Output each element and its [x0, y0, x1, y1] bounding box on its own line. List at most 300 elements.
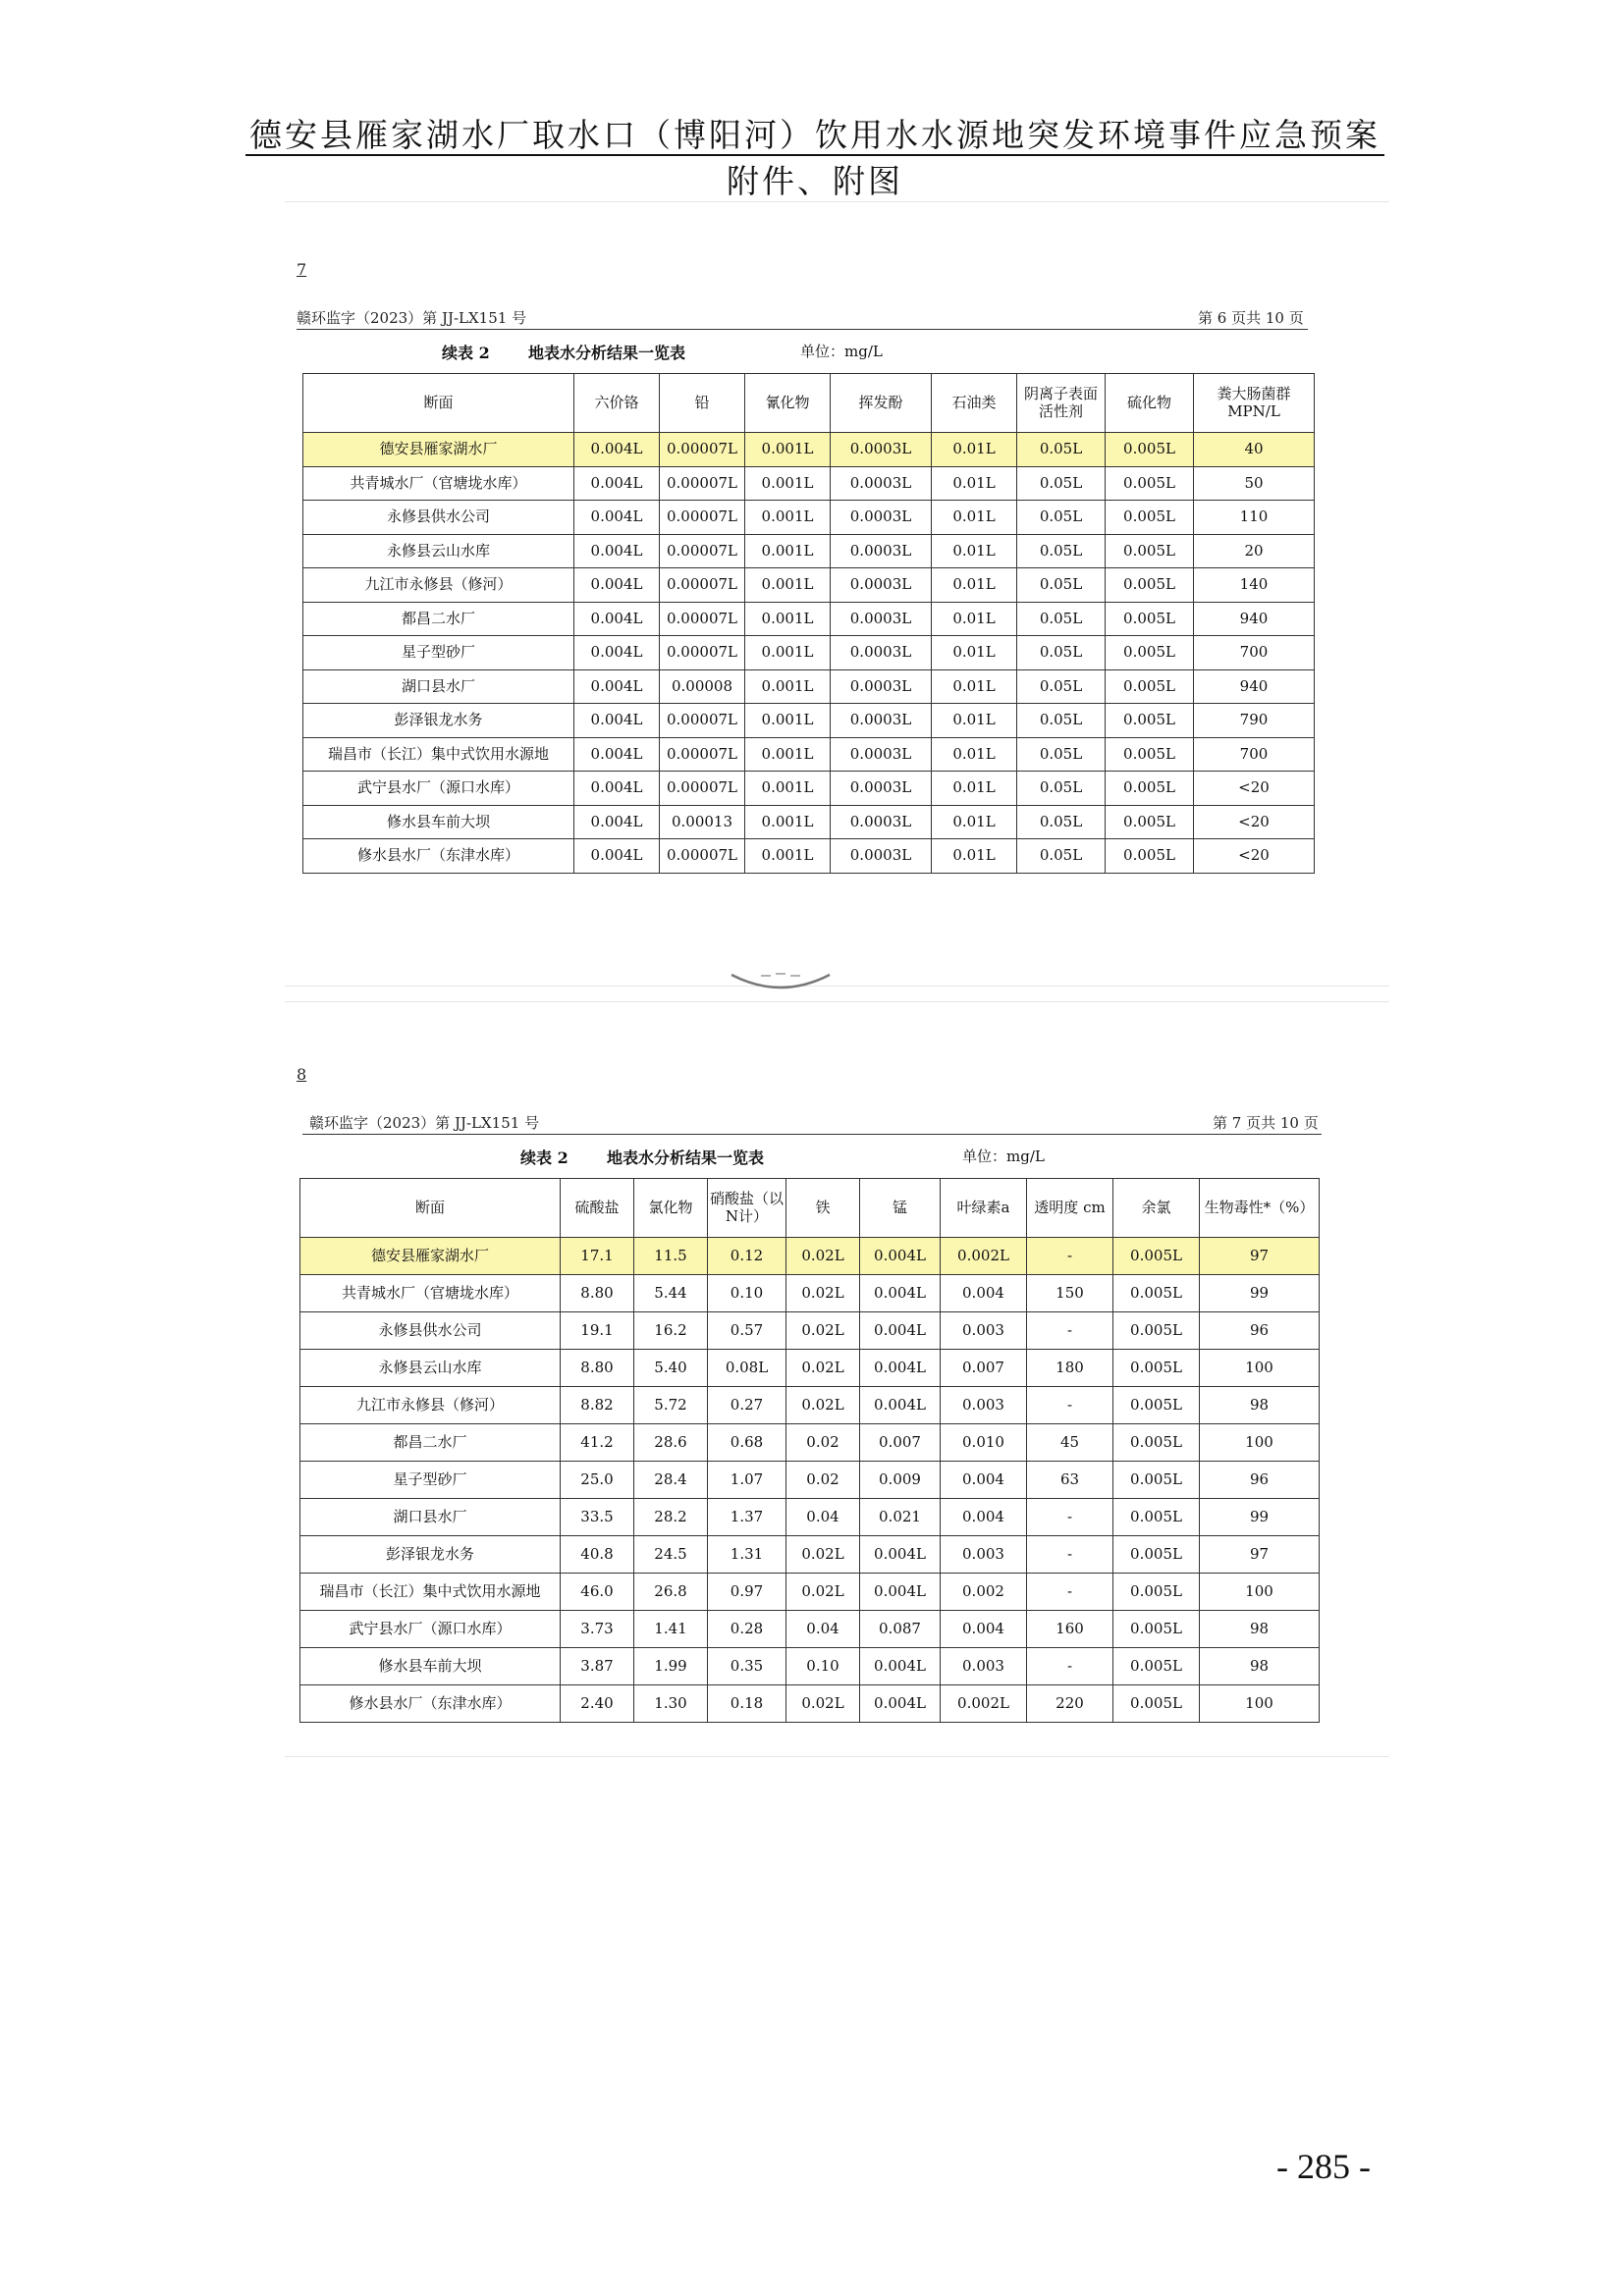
station-name-cell: 共青城水厂（官塘垅水库）: [300, 1275, 561, 1312]
value-cell: 940: [1194, 669, 1315, 704]
value-cell: 0.004L: [860, 1387, 941, 1424]
table-row: [303, 602, 1315, 636]
value-cell: 5.44: [634, 1275, 708, 1312]
column-header: 六价铬: [574, 374, 660, 433]
station-name-cell: 彭泽银龙水务: [300, 1536, 561, 1574]
value-cell: 0.005L: [1106, 501, 1194, 535]
value-cell: 0.004: [941, 1611, 1027, 1648]
value-cell: <20: [1194, 805, 1315, 839]
value-cell: 0.05L: [1017, 839, 1106, 874]
value-cell: 0.00007L: [660, 839, 745, 874]
table-row: [303, 636, 1315, 670]
value-cell: 0.001L: [745, 704, 831, 738]
value-cell: 0.010: [941, 1424, 1027, 1462]
value-cell: 220: [1027, 1685, 1113, 1723]
value-cell: 0.005L: [1113, 1499, 1200, 1536]
value-cell: 99: [1200, 1499, 1320, 1536]
value-cell: 33.5: [561, 1499, 634, 1536]
station-name-cell: 德安县雁家湖水厂: [300, 1238, 561, 1275]
table-row: [303, 772, 1315, 806]
station-name-cell: 都昌二水厂: [300, 1424, 561, 1462]
value-cell: 0.12: [708, 1238, 786, 1275]
report-rule: [297, 329, 1308, 330]
value-cell: 0.004L: [860, 1536, 941, 1574]
value-cell: 0.0003L: [831, 636, 932, 670]
table-unit: 单位：mg/L: [800, 343, 883, 360]
value-cell: 0.05L: [1017, 704, 1106, 738]
value-cell: 0.0003L: [831, 568, 932, 603]
table-header-row: [300, 1179, 1320, 1238]
value-cell: 150: [1027, 1275, 1113, 1312]
value-cell: 0.004: [941, 1462, 1027, 1499]
station-name-cell: 湖口县水厂: [300, 1499, 561, 1536]
value-cell: 0.004L: [574, 534, 660, 568]
value-cell: 100: [1200, 1574, 1320, 1611]
value-cell: 0.005L: [1113, 1424, 1200, 1462]
value-cell: 0.00007L: [660, 772, 745, 806]
value-cell: 0.10: [786, 1648, 860, 1685]
value-cell: 0.28: [708, 1611, 786, 1648]
table-row: [300, 1499, 1320, 1536]
column-header: 铅: [660, 374, 745, 433]
value-cell: 110: [1194, 501, 1315, 535]
value-cell: 0.005L: [1106, 704, 1194, 738]
value-cell: 17.1: [561, 1238, 634, 1275]
value-cell: 0.004L: [860, 1648, 941, 1685]
value-cell: 0.02L: [786, 1387, 860, 1424]
value-cell: 0.0003L: [831, 669, 932, 704]
value-cell: 0.0003L: [831, 501, 932, 535]
value-cell: -: [1027, 1387, 1113, 1424]
value-cell: 0.27: [708, 1387, 786, 1424]
value-cell: 100: [1200, 1424, 1320, 1462]
value-cell: 0.005L: [1113, 1536, 1200, 1574]
value-cell: 50: [1194, 466, 1315, 501]
scanned-page-7: [285, 1001, 1389, 1757]
value-cell: 0.004L: [574, 704, 660, 738]
value-cell: 0.0003L: [831, 704, 932, 738]
value-cell: 20: [1194, 534, 1315, 568]
value-cell: 0.97: [708, 1574, 786, 1611]
value-cell: 0.68: [708, 1424, 786, 1462]
value-cell: 160: [1027, 1611, 1113, 1648]
value-cell: -: [1027, 1648, 1113, 1685]
value-cell: 0.005L: [1113, 1574, 1200, 1611]
value-cell: 0.005L: [1106, 466, 1194, 501]
value-cell: 0.004L: [574, 636, 660, 670]
value-cell: -: [1027, 1536, 1113, 1574]
value-cell: 1.07: [708, 1462, 786, 1499]
value-cell: 0.00007L: [660, 466, 745, 501]
table-row: [303, 704, 1315, 738]
value-cell: 0.00007L: [660, 568, 745, 603]
value-cell: 98: [1200, 1611, 1320, 1648]
value-cell: 0.001L: [745, 636, 831, 670]
value-cell: 1.31: [708, 1536, 786, 1574]
station-name-cell: 永修县云山水库: [303, 534, 574, 568]
value-cell: 0.004L: [860, 1350, 941, 1387]
value-cell: 0.08L: [708, 1350, 786, 1387]
value-cell: 0.003: [941, 1536, 1027, 1574]
value-cell: 0.18: [708, 1685, 786, 1723]
station-name-cell: 武宁县水厂（源口水库）: [303, 772, 574, 806]
column-header: 阴离子表面活性剂: [1017, 374, 1106, 433]
station-name-cell: 星子型砂厂: [300, 1462, 561, 1499]
table-row: [300, 1275, 1320, 1312]
value-cell: 0.05L: [1017, 534, 1106, 568]
value-cell: 0.004L: [860, 1275, 941, 1312]
station-name-cell: 九江市永修县（修河）: [300, 1387, 561, 1424]
value-cell: 0.005L: [1113, 1685, 1200, 1723]
column-header: 石油类: [932, 374, 1017, 433]
value-cell: 0.00007L: [660, 433, 745, 467]
value-cell: 97: [1200, 1238, 1320, 1275]
value-cell: 700: [1194, 737, 1315, 772]
value-cell: 0.0003L: [831, 534, 932, 568]
value-cell: 0.004L: [860, 1685, 941, 1723]
station-name-cell: 修水县水厂（东津水库）: [303, 839, 574, 874]
value-cell: 180: [1027, 1350, 1113, 1387]
value-cell: <20: [1194, 772, 1315, 806]
value-cell: 0.00007L: [660, 737, 745, 772]
table-row: [300, 1462, 1320, 1499]
value-cell: 25.0: [561, 1462, 634, 1499]
table-row: [300, 1312, 1320, 1350]
scan-index: 7: [297, 260, 307, 279]
value-cell: 0.005L: [1113, 1350, 1200, 1387]
header-rule: [245, 154, 1384, 156]
value-cell: 41.2: [561, 1424, 634, 1462]
value-cell: 0.001L: [745, 534, 831, 568]
table-row: [300, 1238, 1320, 1275]
value-cell: 0.02L: [786, 1685, 860, 1723]
column-header: 挥发酚: [831, 374, 932, 433]
value-cell: 140: [1194, 568, 1315, 603]
scan-edge: [285, 201, 1389, 202]
value-cell: 0.002L: [941, 1685, 1027, 1723]
value-cell: 63: [1027, 1462, 1113, 1499]
value-cell: 0.001L: [745, 568, 831, 603]
value-cell: 0.00007L: [660, 636, 745, 670]
value-cell: 0.04: [786, 1611, 860, 1648]
value-cell: 0.004L: [574, 602, 660, 636]
value-cell: 0.001L: [745, 602, 831, 636]
value-cell: 0.04: [786, 1499, 860, 1536]
value-cell: 0.005L: [1113, 1462, 1200, 1499]
value-cell: 98: [1200, 1387, 1320, 1424]
value-cell: 46.0: [561, 1574, 634, 1611]
table-unit: 单位：mg/L: [962, 1148, 1045, 1165]
value-cell: 0.0003L: [831, 839, 932, 874]
value-cell: 0.0003L: [831, 466, 932, 501]
value-cell: 0.0003L: [831, 805, 932, 839]
value-cell: 0.005L: [1106, 602, 1194, 636]
value-cell: 0.005L: [1106, 636, 1194, 670]
table-row: [300, 1648, 1320, 1685]
value-cell: 0.001L: [745, 737, 831, 772]
value-cell: 0.004: [941, 1275, 1027, 1312]
value-cell: 98: [1200, 1648, 1320, 1685]
value-cell: 1.99: [634, 1648, 708, 1685]
column-header: 余氯: [1113, 1179, 1200, 1238]
value-cell: 0.10: [708, 1275, 786, 1312]
value-cell: 1.37: [708, 1499, 786, 1536]
value-cell: 0.001L: [745, 501, 831, 535]
value-cell: 0.004L: [574, 805, 660, 839]
value-cell: 96: [1200, 1312, 1320, 1350]
value-cell: 0.005L: [1106, 534, 1194, 568]
value-cell: 790: [1194, 704, 1315, 738]
column-header: 锰: [860, 1179, 941, 1238]
page-of-label: 第 6 页共 10 页: [1198, 309, 1304, 327]
value-cell: 0.00013: [660, 805, 745, 839]
station-name-cell: 九江市永修县（修河）: [303, 568, 574, 603]
value-cell: 0.01L: [932, 737, 1017, 772]
value-cell: 0.01L: [932, 772, 1017, 806]
station-name-cell: 共青城水厂（官塘垅水库）: [303, 466, 574, 501]
value-cell: 96: [1200, 1462, 1320, 1499]
table-row: [300, 1685, 1320, 1723]
value-cell: 0.007: [941, 1350, 1027, 1387]
seal-stamp-mark: [727, 967, 835, 994]
table-row: [303, 737, 1315, 772]
value-cell: 1.41: [634, 1611, 708, 1648]
value-cell: 0.021: [860, 1499, 941, 1536]
value-cell: 0.007: [860, 1424, 941, 1462]
value-cell: 0.05L: [1017, 501, 1106, 535]
value-cell: 2.40: [561, 1685, 634, 1723]
value-cell: 0.005L: [1113, 1611, 1200, 1648]
value-cell: 0.01L: [932, 568, 1017, 603]
value-cell: 0.002: [941, 1574, 1027, 1611]
table-row: [303, 805, 1315, 839]
value-cell: 0.01L: [932, 704, 1017, 738]
value-cell: 0.001L: [745, 839, 831, 874]
value-cell: 8.80: [561, 1275, 634, 1312]
table-row: [303, 568, 1315, 603]
value-cell: 100: [1200, 1685, 1320, 1723]
value-cell: 0.005L: [1113, 1238, 1200, 1275]
value-cell: 0.005L: [1106, 805, 1194, 839]
value-cell: 0.05L: [1017, 805, 1106, 839]
table-header-row: [303, 374, 1315, 433]
table-row: [300, 1424, 1320, 1462]
station-name-cell: 永修县供水公司: [303, 501, 574, 535]
value-cell: 0.02L: [786, 1350, 860, 1387]
value-cell: 1.30: [634, 1685, 708, 1723]
table-row: [303, 669, 1315, 704]
value-cell: 0.02: [786, 1424, 860, 1462]
value-cell: 0.01L: [932, 669, 1017, 704]
value-cell: 99: [1200, 1275, 1320, 1312]
value-cell: 28.6: [634, 1424, 708, 1462]
value-cell: 0.35: [708, 1648, 786, 1685]
value-cell: 24.5: [634, 1536, 708, 1574]
value-cell: 0.005L: [1106, 433, 1194, 467]
value-cell: 0.05L: [1017, 737, 1106, 772]
value-cell: 40: [1194, 433, 1315, 467]
scan-index: 8: [297, 1065, 307, 1084]
column-header: 生物毒性*（%）: [1200, 1179, 1320, 1238]
table-row: [303, 534, 1315, 568]
page-of-label: 第 7 页共 10 页: [1213, 1114, 1319, 1132]
value-cell: 0.005L: [1113, 1275, 1200, 1312]
station-name-cell: 星子型砂厂: [303, 636, 574, 670]
value-cell: 5.40: [634, 1350, 708, 1387]
value-cell: 0.0003L: [831, 772, 932, 806]
value-cell: 11.5: [634, 1238, 708, 1275]
column-header: 氯化物: [634, 1179, 708, 1238]
value-cell: 100: [1200, 1350, 1320, 1387]
value-cell: 0.05L: [1017, 602, 1106, 636]
value-cell: 28.2: [634, 1499, 708, 1536]
table-row: [300, 1350, 1320, 1387]
value-cell: 0.00007L: [660, 534, 745, 568]
value-cell: 0.004L: [574, 669, 660, 704]
value-cell: 0.02L: [786, 1238, 860, 1275]
value-cell: 40.8: [561, 1536, 634, 1574]
scan-edge: [285, 1756, 1389, 1757]
value-cell: 0.004L: [574, 737, 660, 772]
value-cell: 0.02L: [786, 1275, 860, 1312]
value-cell: 16.2: [634, 1312, 708, 1350]
value-cell: 0.02L: [786, 1574, 860, 1611]
value-cell: 0.01L: [932, 602, 1017, 636]
column-header: 铁: [786, 1179, 860, 1238]
value-cell: 0.005L: [1113, 1387, 1200, 1424]
column-header: 硝酸盐（以N计）: [708, 1179, 786, 1238]
value-cell: 0.004L: [574, 772, 660, 806]
value-cell: 0.005L: [1113, 1312, 1200, 1350]
value-cell: 0.57: [708, 1312, 786, 1350]
value-cell: 0.005L: [1113, 1648, 1200, 1685]
station-name-cell: 彭泽银龙水务: [303, 704, 574, 738]
value-cell: 0.001L: [745, 772, 831, 806]
value-cell: 0.05L: [1017, 636, 1106, 670]
column-header: 透明度 cm: [1027, 1179, 1113, 1238]
table-title: 地表水分析结果一览表: [607, 1148, 765, 1167]
value-cell: 0.001L: [745, 466, 831, 501]
scan-edge: [285, 1001, 1389, 1002]
table-row: [303, 839, 1315, 874]
scanned-page-6: [285, 201, 1389, 987]
value-cell: 0.00008: [660, 669, 745, 704]
value-cell: 0.004L: [860, 1238, 941, 1275]
column-header: 氰化物: [745, 374, 831, 433]
value-cell: 0.05L: [1017, 669, 1106, 704]
value-cell: 0.00007L: [660, 704, 745, 738]
column-header: 粪大肠菌群 MPN/L: [1194, 374, 1315, 433]
value-cell: 0.004L: [574, 839, 660, 874]
value-cell: 0.009: [860, 1462, 941, 1499]
value-cell: 0.0003L: [831, 433, 932, 467]
column-header: 硫化物: [1106, 374, 1194, 433]
value-cell: 19.1: [561, 1312, 634, 1350]
value-cell: 0.005L: [1106, 839, 1194, 874]
value-cell: -: [1027, 1499, 1113, 1536]
value-cell: 0.002L: [941, 1238, 1027, 1275]
value-cell: 0.004L: [574, 466, 660, 501]
value-cell: 0.01L: [932, 636, 1017, 670]
value-cell: 0.003: [941, 1387, 1027, 1424]
value-cell: 0.01L: [932, 839, 1017, 874]
value-cell: 97: [1200, 1536, 1320, 1574]
report-number: 赣环监字（2023）第 JJ-LX151 号: [297, 309, 527, 327]
station-name-cell: 湖口县水厂: [303, 669, 574, 704]
station-name-cell: 武宁县水厂（源口水库）: [300, 1611, 561, 1648]
value-cell: 0.01L: [932, 433, 1017, 467]
report-rule: [302, 1134, 1322, 1135]
value-cell: 0.087: [860, 1611, 941, 1648]
table-caption: 续表 2: [442, 344, 490, 362]
value-cell: 0.01L: [932, 805, 1017, 839]
value-cell: 0.004L: [860, 1574, 941, 1611]
column-header: 硫酸盐: [561, 1179, 634, 1238]
value-cell: 0.001L: [745, 433, 831, 467]
value-cell: <20: [1194, 839, 1315, 874]
document-header-title: 德安县雁家湖水厂取水口（博阳河）饮用水水源地突发环境事件应急预案附件、附图: [249, 116, 1380, 200]
value-cell: -: [1027, 1238, 1113, 1275]
value-cell: 0.005L: [1106, 772, 1194, 806]
value-cell: 0.00007L: [660, 602, 745, 636]
value-cell: 0.003: [941, 1648, 1027, 1685]
table-row: [300, 1536, 1320, 1574]
value-cell: 0.05L: [1017, 568, 1106, 603]
value-cell: 45: [1027, 1424, 1113, 1462]
table-row: [303, 433, 1315, 467]
station-name-cell: 德安县雁家湖水厂: [303, 433, 574, 467]
value-cell: 0.05L: [1017, 466, 1106, 501]
station-name-cell: 修水县车前大坝: [303, 805, 574, 839]
value-cell: 8.80: [561, 1350, 634, 1387]
page-number: - 285 -: [1276, 2147, 1371, 2186]
value-cell: 28.4: [634, 1462, 708, 1499]
column-header: 叶绿素a: [941, 1179, 1027, 1238]
analysis-table-2: [299, 1178, 1320, 1723]
value-cell: 0.02L: [786, 1536, 860, 1574]
value-cell: 0.05L: [1017, 433, 1106, 467]
value-cell: 0.01L: [932, 534, 1017, 568]
value-cell: 8.82: [561, 1387, 634, 1424]
table-row: [303, 466, 1315, 501]
value-cell: 3.87: [561, 1648, 634, 1685]
value-cell: -: [1027, 1312, 1113, 1350]
value-cell: 0.004L: [574, 501, 660, 535]
value-cell: 0.001L: [745, 669, 831, 704]
station-name-cell: 瑞昌市（长江）集中式饮用水源地: [303, 737, 574, 772]
value-cell: 0.02L: [786, 1312, 860, 1350]
value-cell: 0.004: [941, 1499, 1027, 1536]
value-cell: 0.005L: [1106, 737, 1194, 772]
value-cell: 0.02: [786, 1462, 860, 1499]
station-name-cell: 瑞昌市（长江）集中式饮用水源地: [300, 1574, 561, 1611]
value-cell: 0.01L: [932, 466, 1017, 501]
value-cell: -: [1027, 1574, 1113, 1611]
table-caption: 续表 2: [520, 1148, 568, 1167]
value-cell: 0.0003L: [831, 737, 932, 772]
station-name-cell: 修水县车前大坝: [300, 1648, 561, 1685]
value-cell: 0.003: [941, 1312, 1027, 1350]
value-cell: 0.005L: [1106, 568, 1194, 603]
value-cell: 0.00007L: [660, 501, 745, 535]
value-cell: 5.72: [634, 1387, 708, 1424]
value-cell: 940: [1194, 602, 1315, 636]
value-cell: 0.01L: [932, 501, 1017, 535]
station-name-cell: 修水县水厂（东津水库）: [300, 1685, 561, 1723]
value-cell: 26.8: [634, 1574, 708, 1611]
table-title: 地表水分析结果一览表: [528, 344, 686, 362]
value-cell: 0.004L: [574, 433, 660, 467]
